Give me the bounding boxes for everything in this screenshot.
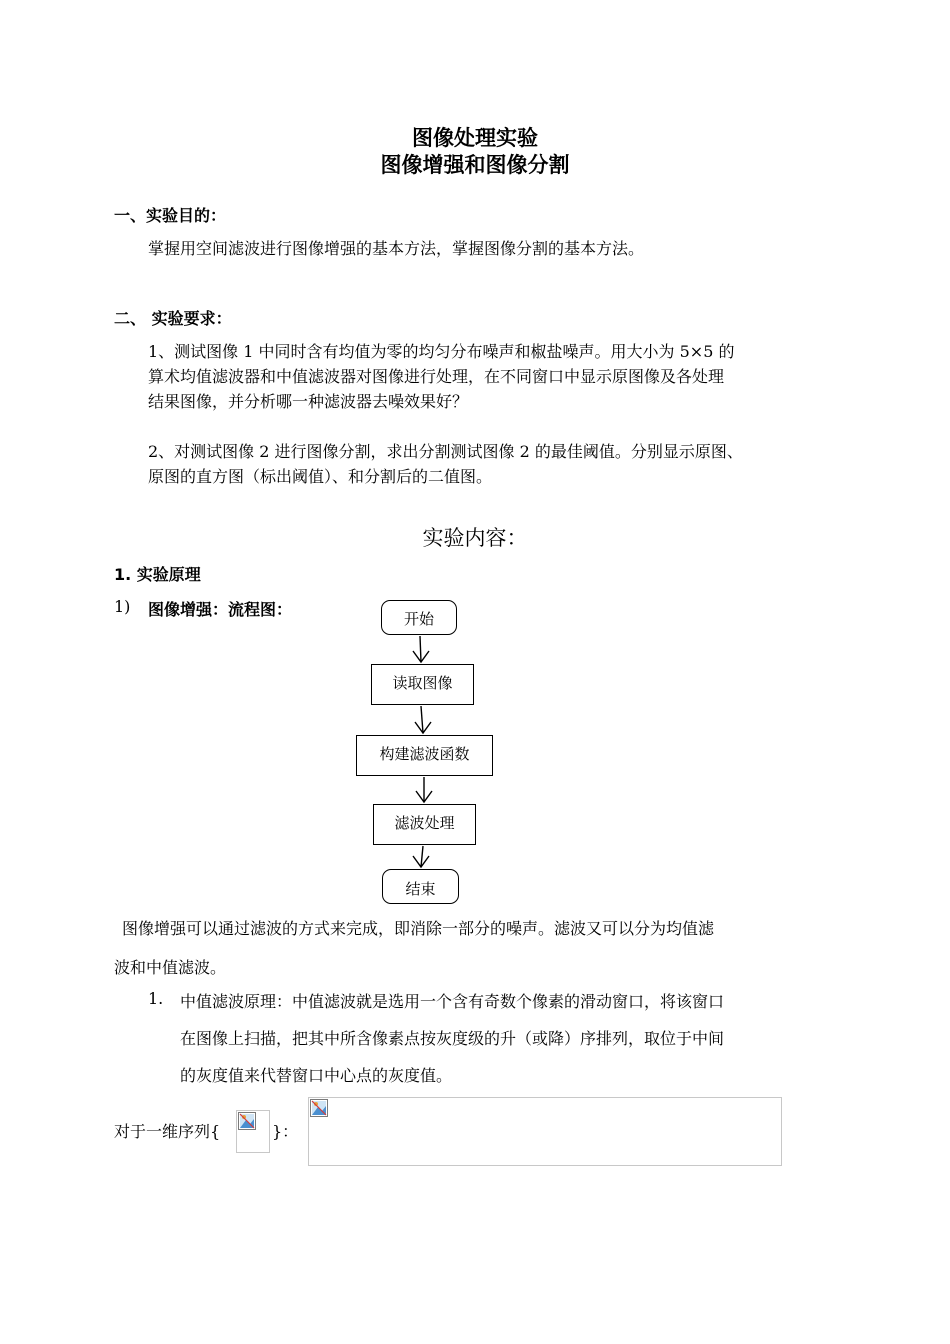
doc-subtitle: 图像增强和图像分割 (380, 153, 570, 177)
doc-title: 图像处理实验 (412, 126, 538, 150)
arrow-start-read (420, 636, 421, 662)
sequence-suffix: }： (272, 1122, 299, 1141)
requirement-2-line-2: 原图的直方图（标出阈值）、和分割后的二值图。 (148, 467, 493, 486)
median-line-3: 的灰度值来代替窗口中心点的灰度值。 (180, 1066, 453, 1085)
flow-start: 开始 (381, 600, 457, 635)
section-heading-purpose: 一、实验目的： (114, 206, 227, 225)
flow-end: 结束 (382, 869, 459, 904)
arrow-read-build (421, 706, 423, 733)
flow-filter-process: 滤波处理 (373, 804, 476, 845)
formula-image-small (236, 1110, 270, 1153)
flow-item-number: 1) (114, 597, 131, 616)
enhancement-paragraph-line-1: 图像增强可以通过滤波的方式来完成，即消除一部分的噪声。滤波又可以分为均值滤 (122, 919, 715, 938)
median-line-1: 中值滤波原理：中值滤波就是选用一个含有奇数个像素的滑动窗口，将该窗口 (180, 992, 725, 1011)
flow-item-label: 图像增强：流程图： (148, 600, 293, 619)
principle-heading: 1. 实验原理 (114, 565, 201, 584)
flow-read-image: 读取图像 (371, 664, 474, 705)
section-heading-requirements: 二、 实验要求： (114, 309, 232, 328)
enhancement-paragraph-line-2: 波和中值滤波。 (114, 958, 227, 977)
requirement-1-line-2: 算术均值滤波器和中值滤波器对图像进行处理，在不同窗口中显示原图像及各处理 (148, 367, 725, 386)
purpose-text: 掌握用空间滤波进行图像增强的基本方法，掌握图像分割的基本方法。 (148, 239, 645, 258)
content-heading: 实验内容： (422, 526, 528, 550)
requirement-1-line-1: 1、测试图像 1 中同时含有均值为零的均匀分布噪声和椒盐噪声。用大小为 5×5 的 (148, 342, 735, 361)
flow-build-filter: 构建滤波函数 (356, 735, 493, 776)
formula-image-large (308, 1097, 782, 1166)
broken-image-icon (238, 1112, 256, 1130)
broken-image-icon (310, 1099, 328, 1117)
median-line-2: 在图像上扫描，把其中所含像素点按灰度级的升（或降）序排列，取位于中间 (180, 1029, 725, 1048)
sequence-prefix: 对于一维序列{ (114, 1122, 221, 1141)
requirement-1-line-3: 结果图像，并分析哪一种滤波器去噪效果好？ (148, 392, 469, 411)
median-item-number: 1. (148, 989, 164, 1008)
requirement-2-line-1: 2、对测试图像 2 进行图像分割，求出分割测试图像 2 的最佳阈值。分别显示原图、 (148, 442, 743, 461)
